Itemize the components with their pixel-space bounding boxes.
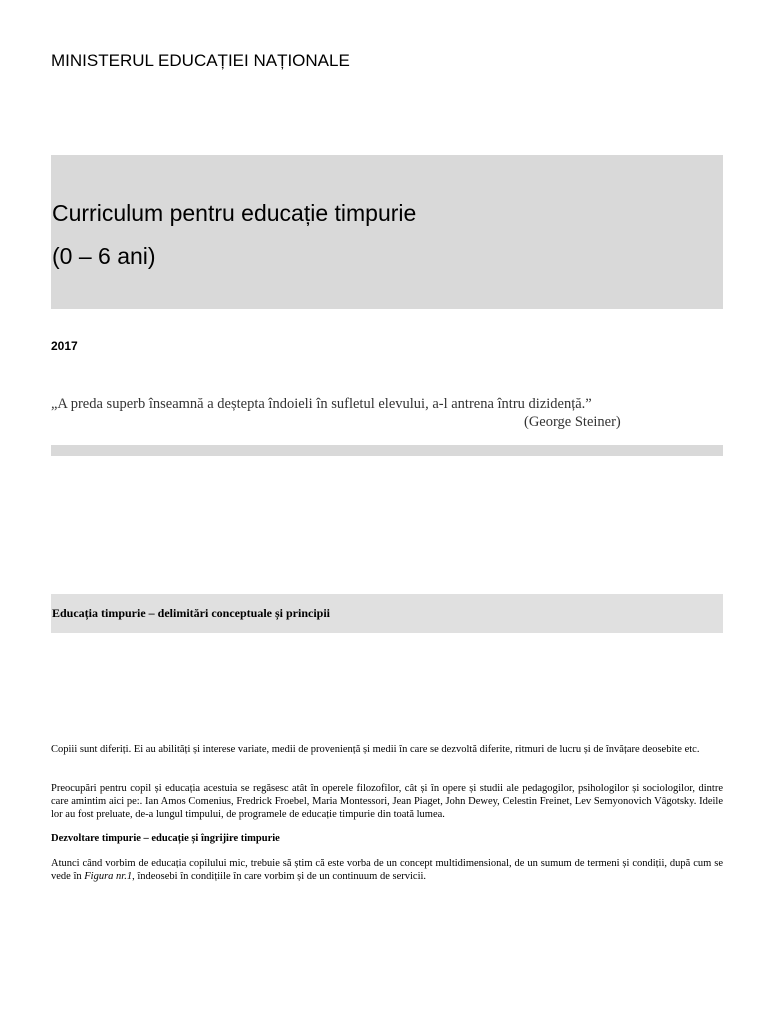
paragraph-3 [51, 857, 723, 883]
paragraph-3-text-b: , îndeosebi în condițiile în care vorbim și de un continuum de servicii. [132, 871, 427, 882]
paragraph-3-text-a: Atunci când vorbim de educația copilului mic, trebuie să știm că este vorba de un concept multidimensional, de un sumum de termeni și condiții, după cum se vede în [51, 858, 723, 882]
ministry-header: MINISTERUL EDUCAȚIEI NAȚIONALE [51, 51, 350, 70]
epigraph-quote: „A preda superb înseamnă a deștepta îndoieli în sufletul elevului, a-l antrena întru dizidență.” [51, 396, 592, 412]
document-title: Curriculum pentru educație timpurie [52, 200, 417, 226]
document-subtitle: (0 – 6 ani) [52, 243, 156, 269]
divider-band [51, 445, 723, 456]
paragraph-2: Preocupări pentru copil și educația acestuia se regăsesc atât în operele filozofilor, cât și în opere și studii ale pedagogilor, psihologilor și sociologilor, dintre care amintim aici pe:. Ian Amos Comenius, Fredrick Froebel, Maria Montessori, Jean Piaget, John Dewey, Celestin Freinet, Lev Semyonovich Vâgotsky. Ideile lor au fost preluate, de-a lungul timpului, de programele de educație timpurie din toată lumea. [51, 783, 723, 820]
paragraph-1: Copiii sunt diferiți. Ei au abilități și interese variate, medii de proveniență și medii în care se dezvoltă diferite, ritmuri de lucru și de învățare deosebite etc. [51, 744, 700, 755]
figure-reference: Figura nr.1 [84, 871, 133, 882]
section-title: Educația timpurie – delimitări conceptuale și principii [52, 606, 330, 620]
title-band [51, 155, 723, 309]
epigraph-author: (George Steiner) [524, 414, 621, 430]
publication-year: 2017 [51, 339, 78, 353]
subheading: Dezvoltare timpurie – educație și îngrijire timpurie [51, 833, 280, 844]
